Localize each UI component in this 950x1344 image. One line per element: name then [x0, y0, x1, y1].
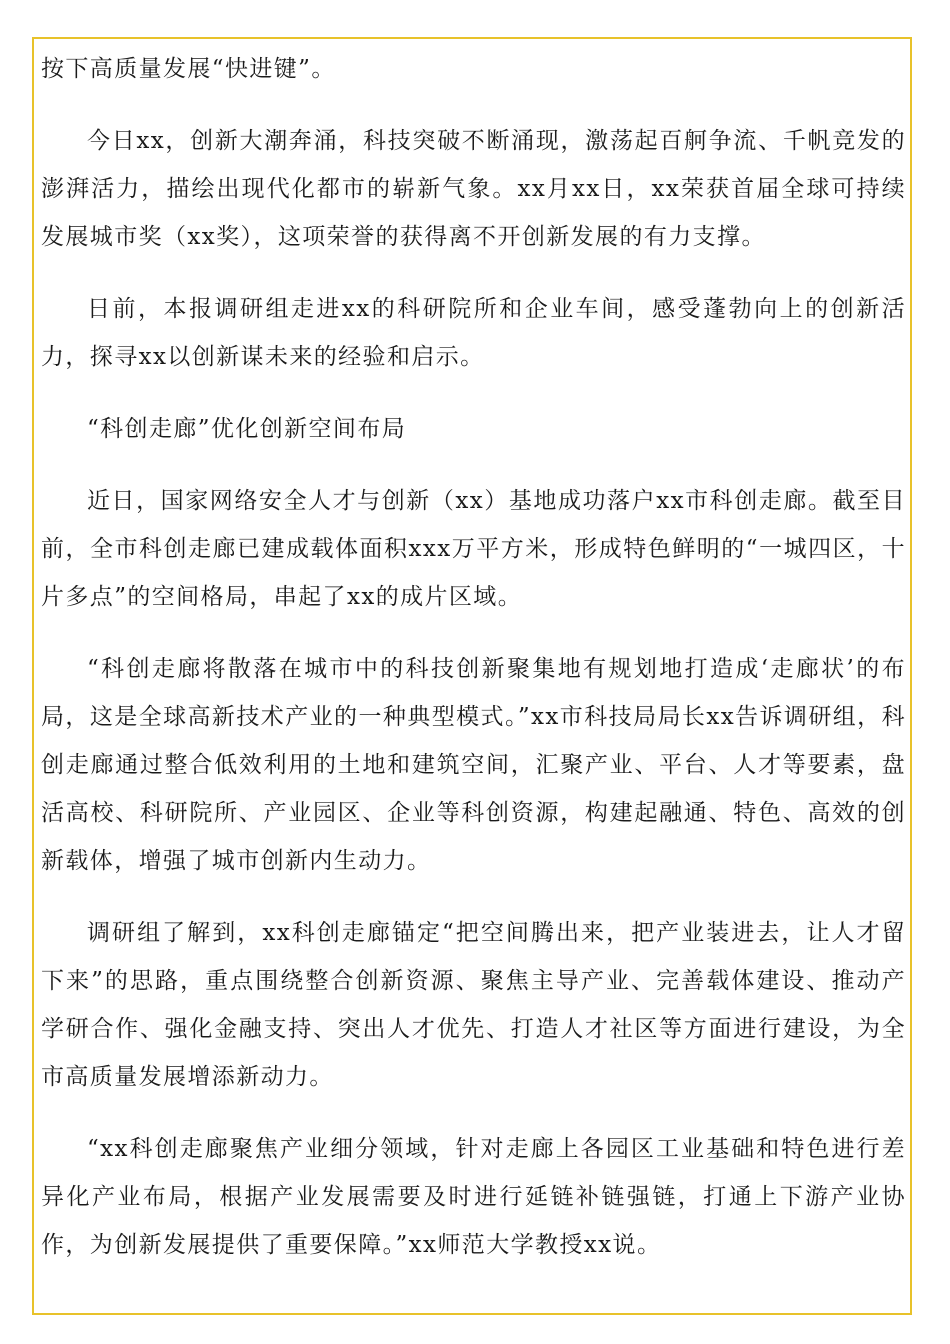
- document-body: [41, 45, 906, 1293]
- paragraph-intro: 今日xx，创新大潮奔涌，科技突破不断涌现，激荡起百舸争流、千帆竞发的澎湃活力，描绘出现代化都市的崭新气象。xx月xx日，xx荣获首届全球可持续发展城市奖（xx奖），这项荣誉的获得离不开创新发展的有力支撑。: [41, 128, 906, 250]
- paragraph-continuation: 按下高质量发展“快进键”。: [41, 56, 336, 82]
- paragraph-quote-director: “科创走廊将散落在城市中的科技创新聚集地有规划地打造成‘走廊状’的布局，这是全球高新技术产业的一种典型模式。”xx市科技局局长xx告诉调研组，科创走廊通过整合低效利用的土地和建筑空间，汇聚产业、平台、人才等要素，盘活高校、科研院所、产业园区、企业等科创资源，构建起融通、特色、高效的创新载体，增强了城市创新内生动力。: [41, 656, 906, 874]
- paragraph-research-team: 日前，本报调研组走进xx的科研院所和企业车间，感受蓬勃向上的创新活力，探寻xx以创新谋未来的经验和启示。: [41, 296, 906, 370]
- paragraph-approach: 调研组了解到，xx科创走廊锚定“把空间腾出来，把产业装进去，让人才留下来”的思路，重点围绕整合创新资源、聚焦主导产业、完善载体建设、推动产学研合作、强化金融支持、突出人才优先、打造人才社区等方面进行建设，为全市高质量发展增添新动力。: [41, 920, 906, 1090]
- paragraph-base-settled: 近日，国家网络安全人才与创新（xx）基地成功落户xx市科创走廊。截至目前，全市科创走廊已建成载体面积xxx万平方米，形成特色鲜明的“一城四区，十片多点”的空间格局，串起了xx的成片区域。: [41, 488, 906, 610]
- paragraph-quote-professor: “xx科创走廊聚焦产业细分领域，针对走廊上各园区工业基础和特色进行差异化产业布局，根据产业发展需要及时进行延链补链强链，打通上下游产业协作，为创新发展提供了重要保障。”xx师范大学教授xx说。: [41, 1136, 906, 1258]
- section-heading: “科创走廊”优化创新空间布局: [87, 416, 407, 442]
